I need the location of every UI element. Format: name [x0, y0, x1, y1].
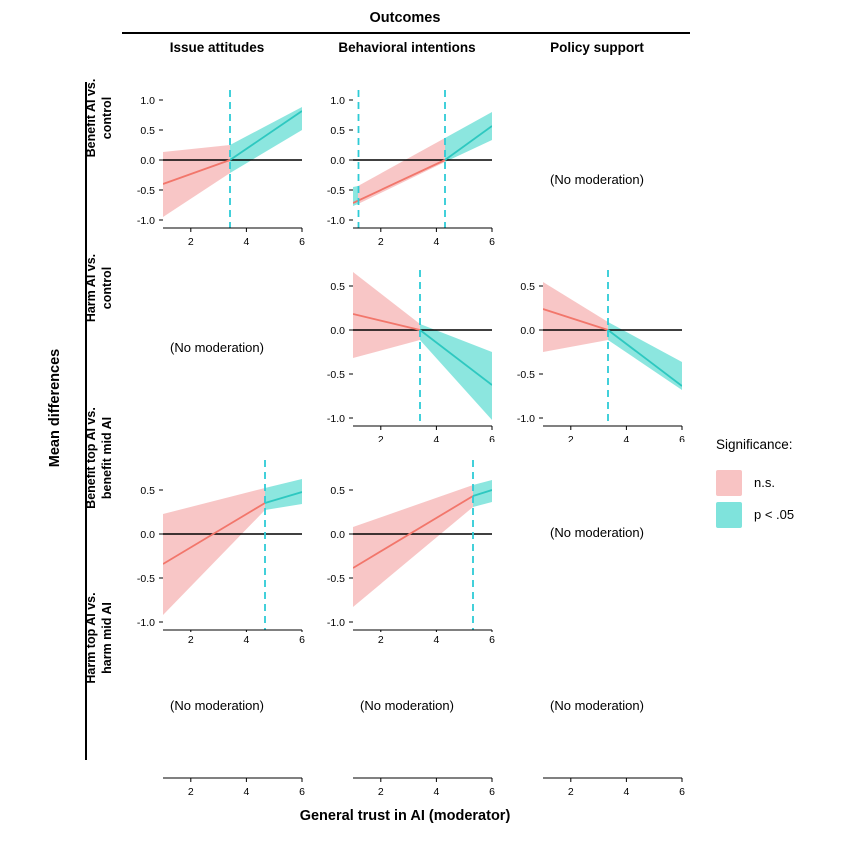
svg-text:-0.5: -0.5: [136, 573, 155, 585]
svg-text:0.0: 0.0: [330, 155, 345, 167]
panel-benefit-top-vs-mid-behavioral-intentions: [316, 452, 502, 646]
svg-text:0.0: 0.0: [330, 325, 345, 337]
row-header-harm-ai-vs-control: Harm AI vs. control: [84, 253, 114, 323]
svg-text:6: 6: [299, 634, 305, 646]
svg-text:0.0: 0.0: [520, 325, 535, 337]
column-header-issue-attitudes: Issue attitudes: [169, 40, 265, 55]
legend-item-significant: [716, 502, 846, 532]
legend-title: Significance:: [716, 437, 793, 452]
panel-harm-ai-vs-control-policy-support: [506, 262, 692, 442]
svg-text:2: 2: [377, 786, 384, 798]
bottom-axis-policy-support: [506, 770, 692, 800]
svg-text:1.0: 1.0: [140, 95, 155, 107]
legend-swatch-significant: [716, 502, 742, 528]
svg-text:2: 2: [567, 434, 574, 442]
svg-text:2: 2: [377, 634, 384, 646]
svg-text:4: 4: [623, 434, 630, 442]
svg-text:2: 2: [377, 434, 384, 442]
row-header-harm-top-vs-mid: Harm top AI vs. harm mid AI: [84, 592, 114, 684]
panel-harm-ai-vs-control-issue-attitudes-no-moderation: (No moderation): [170, 340, 264, 355]
svg-text:4: 4: [433, 434, 440, 442]
outcomes-title: Outcomes: [369, 10, 441, 26]
svg-text:6: 6: [679, 786, 685, 798]
svg-text:6: 6: [299, 236, 305, 248]
svg-text:2: 2: [187, 236, 194, 248]
svg-text:-0.5: -0.5: [516, 369, 535, 381]
svg-text:6: 6: [679, 434, 685, 442]
svg-text:6: 6: [489, 434, 495, 442]
legend-swatch-ns: [716, 470, 742, 496]
svg-text:6: 6: [299, 786, 305, 798]
panel-benefit-ai-vs-control-issue-attitudes: [126, 82, 312, 252]
svg-text:6: 6: [489, 236, 495, 248]
svg-text:-0.5: -0.5: [326, 573, 345, 585]
svg-text:4: 4: [243, 634, 250, 646]
svg-text:0.0: 0.0: [330, 529, 345, 541]
x-axis-title: General trust in AI (moderator): [299, 808, 511, 824]
svg-text:0.0: 0.0: [140, 155, 155, 167]
panel-harm-top-vs-mid-issue-attitudes-no-moderation: (No moderation): [170, 698, 264, 713]
svg-text:6: 6: [489, 634, 495, 646]
row-header-benefit-ai-vs-control: Benefit AI vs. control: [84, 78, 114, 158]
svg-text:0.5: 0.5: [330, 125, 345, 137]
svg-text:4: 4: [433, 634, 440, 646]
mean-differences-title: Mean differences: [47, 348, 63, 468]
svg-text:4: 4: [433, 236, 440, 248]
svg-text:-1.0: -1.0: [136, 215, 155, 227]
svg-text:-0.5: -0.5: [326, 185, 345, 197]
svg-text:0.5: 0.5: [330, 281, 345, 293]
svg-text:2: 2: [187, 634, 194, 646]
panel-benefit-ai-vs-control-policy-support-no-moderation: (No moderation): [550, 172, 644, 187]
svg-text:-1.0: -1.0: [326, 617, 345, 629]
row-header-benefit-top-vs-mid: Benefit top AI vs. benefit mid AI: [84, 407, 114, 509]
svg-text:-0.5: -0.5: [326, 369, 345, 381]
svg-text:4: 4: [243, 236, 250, 248]
svg-text:0.5: 0.5: [140, 485, 155, 497]
svg-text:0.5: 0.5: [520, 281, 535, 293]
panel-harm-top-vs-mid-behavioral-intentions-no-moderation: (No moderation): [360, 698, 454, 713]
column-header-behavioral-intentions: Behavioral intentions: [338, 40, 476, 55]
panel-benefit-top-vs-mid-issue-attitudes: [126, 452, 312, 646]
bottom-axis-issue-attitudes: [126, 770, 312, 800]
svg-text:-1.0: -1.0: [516, 413, 535, 425]
svg-text:0.0: 0.0: [140, 529, 155, 541]
svg-text:2: 2: [567, 786, 574, 798]
legend-label-ns: n.s.: [754, 475, 775, 490]
legend-item-ns: [716, 470, 846, 500]
svg-text:1.0: 1.0: [330, 95, 345, 107]
svg-text:4: 4: [623, 786, 630, 798]
svg-text:-1.0: -1.0: [136, 617, 155, 629]
svg-text:2: 2: [377, 236, 384, 248]
svg-text:-1.0: -1.0: [326, 413, 345, 425]
outcomes-rule: [122, 32, 690, 34]
bottom-axis-behavioral-intentions: [316, 770, 502, 800]
svg-text:0.5: 0.5: [140, 125, 155, 137]
column-header-policy-support: Policy support: [550, 40, 644, 55]
panel-harm-ai-vs-control-behavioral-intentions: [316, 262, 502, 442]
svg-text:2: 2: [187, 786, 194, 798]
panel-harm-top-vs-mid-policy-support-no-moderation: (No moderation): [550, 698, 644, 713]
svg-text:4: 4: [243, 786, 250, 798]
svg-text:-0.5: -0.5: [136, 185, 155, 197]
legend-label-significant: p < .05: [754, 507, 795, 522]
svg-text:0.5: 0.5: [330, 485, 345, 497]
panel-benefit-ai-vs-control-behavioral-intentions: [316, 82, 502, 252]
panel-benefit-top-vs-mid-policy-support-no-moderation: (No moderation): [550, 525, 644, 540]
svg-text:4: 4: [433, 786, 440, 798]
svg-text:6: 6: [489, 786, 495, 798]
svg-text:-1.0: -1.0: [326, 215, 345, 227]
